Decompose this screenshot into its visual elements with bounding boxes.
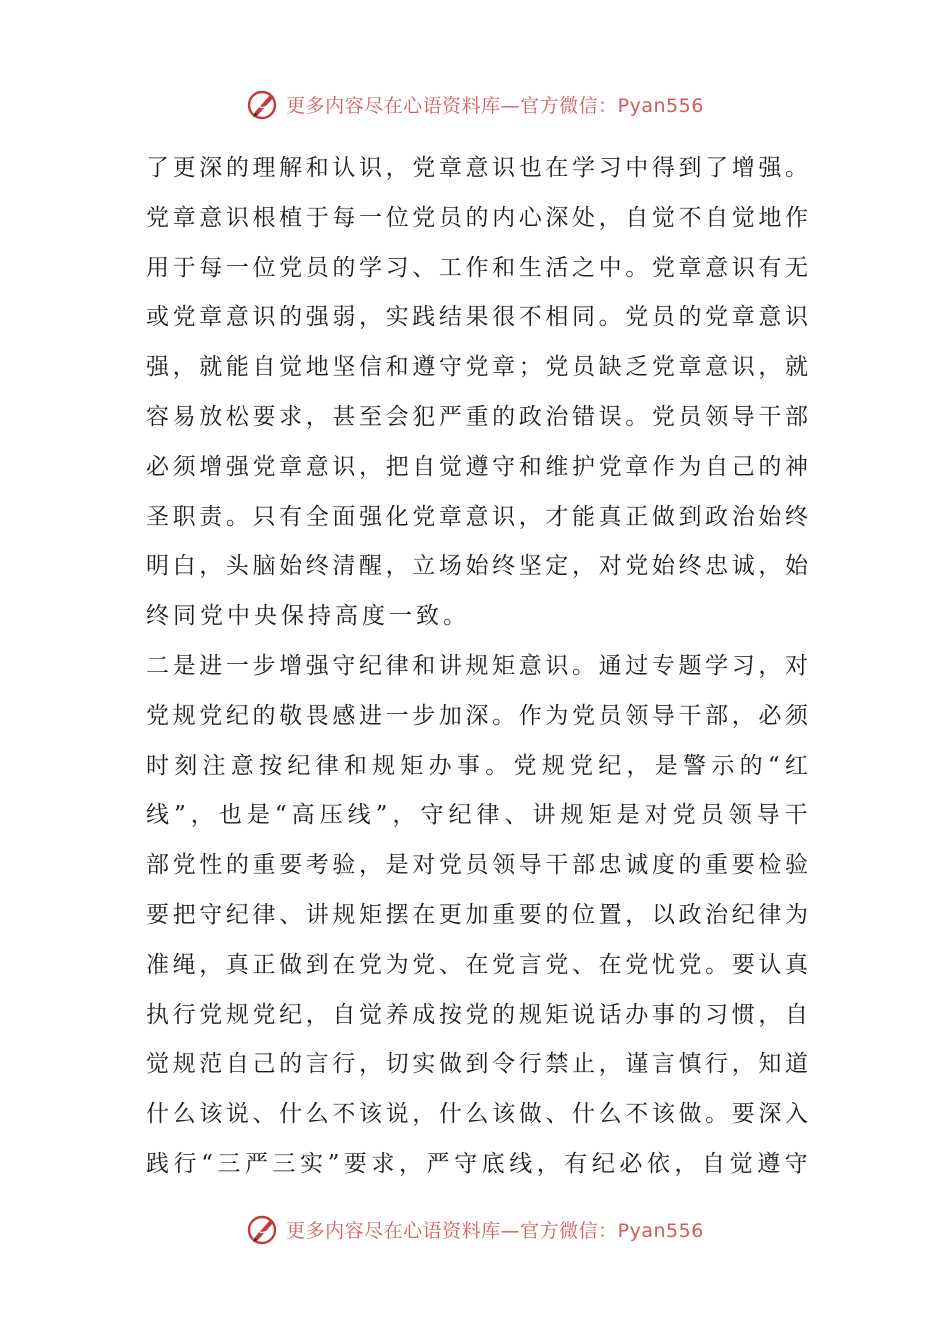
text-line: 容 易 放 松 要 求 ， 甚 至 会 犯 严 重 的 政 治 错 误 。 党 员 领 导 干 部 <box>146 403 808 430</box>
text-line: 或 党 章 意 识 的 强 弱 ， 实 践 结 果 很 不 相 同 。 党 员 的 党 章 意 识 <box>146 304 808 331</box>
text-line: 准 绳 ， 真 正 做 到 在 党 为 党 、 在 党 言 党 、 在 党 忧 党 。 要 认 真 <box>146 951 808 978</box>
text-line: 践 行 “ 三 严 三 实 ” 要 求 ， 严 守 底 线 ， 有 纪 必 依 ， 自 觉 遵 守 <box>146 1150 808 1177</box>
text-line: 用 于 每 一 位 党 员 的 学 习 、 工 作 和 生 活 之 中 。 党 章 意 识 有 无 <box>146 254 808 281</box>
text-line: 觉 规 范 自 己 的 言 行 ， 切 实 做 到 令 行 禁 止 ， 谨 言 慎 行 ， 知 道 <box>146 1051 808 1078</box>
text-line: 了 更 深 的 理 解 和 认 识 ， 党 章 意 识 也 在 学 习 中 得 到 了 增 强 。 <box>146 155 808 181</box>
text-line: 党 章 意 识 根 植 于 每 一 位 党 员 的 内 心 深 处 ， 自 觉 不 自 觉 地 作 <box>146 204 808 231</box>
text-line: 二 是 进 一 步 增 强 守 纪 律 和 讲 规 矩 意 识 。 通 过 专 题 学 习 ， 对 <box>146 652 808 679</box>
text-line: 党 规 党 纪 的 敬 畏 感 进 一 步 加 深 。 作 为 党 员 领 导 干 部 ， 必 须 <box>146 702 808 729</box>
text-line: 什 么 该 说 、 什 么 不 该 说 ， 什 么 该 做 、 什 么 不 该 做 。 要 深 入 <box>146 1101 808 1128</box>
text-line: 线 ” ， 也 是 “ 高 压 线 ” ， 守 纪 律 、 讲 规 矩 是 对 党 员 领 导 干 <box>146 802 808 829</box>
pen-logo-icon <box>246 1212 280 1246</box>
text-line: 终同党中央保持高度一致。 <box>146 603 470 630</box>
text-line: 圣 职 责 。 只 有 全 面 强 化 党 章 意 识 ， 才 能 真 正 做 到 政 治 始 终 <box>146 503 808 530</box>
text-line: 明 白 ， 头 脑 始 终 清 醒 ， 立 场 始 终 坚 定 ， 对 党 始 终 忠 诚 ， 始 <box>146 553 808 580</box>
footer-watermark <box>0 1211 950 1247</box>
document-body <box>146 144 808 1190</box>
pen-logo-icon <box>246 87 280 121</box>
text-line: 部 党 性 的 重 要 考 验 ， 是 对 党 员 领 导 干 部 忠 诚 度 的 重 要 检 验 <box>146 852 808 879</box>
text-line: 必 须 增 强 党 章 意 识 ， 把 自 觉 遵 守 和 维 护 党 章 作 为 自 己 的 神 <box>146 453 808 480</box>
text-line: 时 刻 注 意 按 纪 律 和 规 矩 办 事 。 党 规 党 纪 ， 是 警 示 的 “ 红 <box>146 752 808 779</box>
header-watermark-text: 更多内容尽在心语资料库—官方微信：Pyan556 <box>286 94 704 117</box>
text-line: 执 行 党 规 党 纪 ， 自 觉 养 成 按 党 的 规 矩 说 话 办 事 的 习 惯 ， 自 <box>146 1001 808 1028</box>
footer-watermark-text: 更多内容尽在心语资料库—官方微信：Pyan556 <box>286 1219 704 1242</box>
text-line: 强 ， 就 能 自 觉 地 坚 信 和 遵 守 党 章 ； 党 员 缺 乏 党 章 意 识 ， 就 <box>146 354 808 381</box>
header-watermark <box>0 86 950 122</box>
text-line: 要 把 守 纪 律 、 讲 规 矩 摆 在 更 加 重 要 的 位 置 ， 以 政 治 纪 律 为 <box>146 901 808 928</box>
